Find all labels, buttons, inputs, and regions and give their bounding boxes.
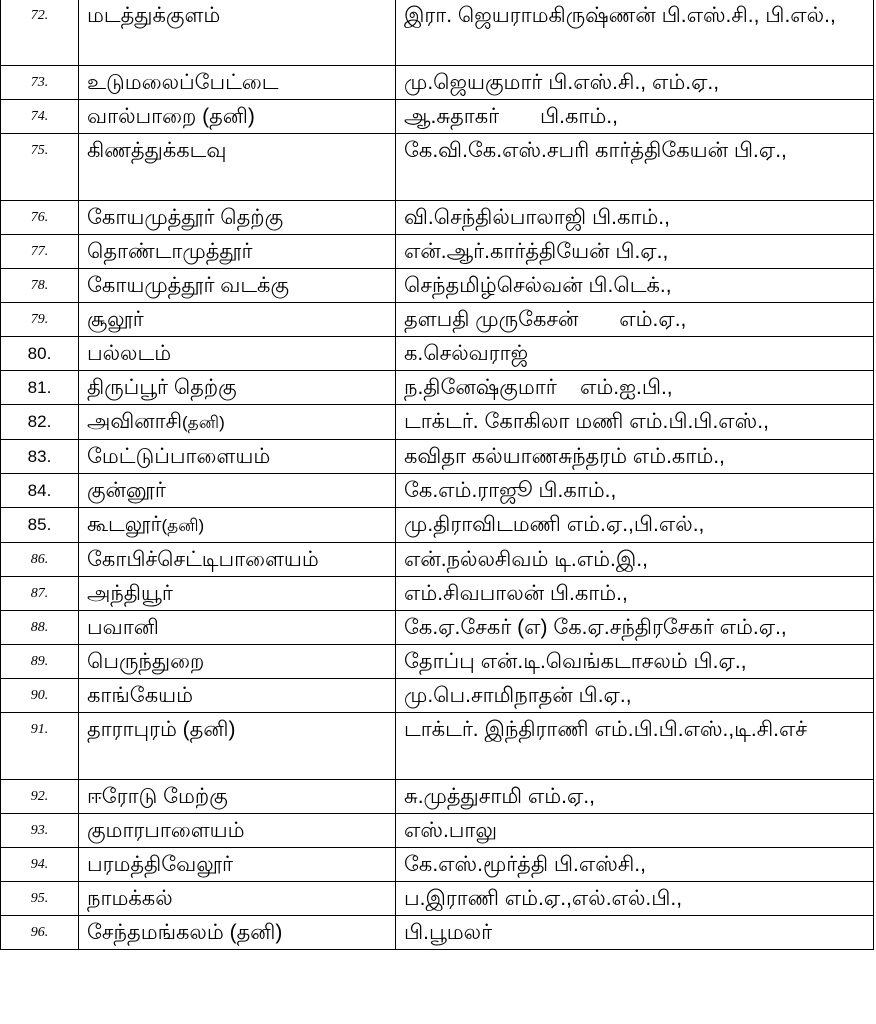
candidate-name: கே.ஏ.சேகர் (எ) கே.ஏ.சந்திரசேகர் எம்.ஏ., [396, 611, 874, 645]
candidate-name: கே.எஸ்.மூர்த்தி பி.எஸ்சி., [396, 848, 874, 882]
table-row [1, 882, 874, 916]
row-number: 89. [1, 645, 79, 679]
table-row [1, 0, 874, 66]
row-number: 91. [1, 713, 79, 780]
table-row [1, 66, 874, 100]
table-row [1, 916, 874, 950]
constituency-name: தொண்டாமுத்தூர் [87, 240, 253, 263]
constituency-name: நாமக்கல் [87, 887, 173, 910]
constituency-name: ஈரோடு மேற்கு [87, 785, 228, 808]
constituency-cell [79, 916, 396, 950]
candidate-name: கே.எம்.ராஜூ பி.காம்., [396, 474, 874, 508]
table-row [1, 679, 874, 713]
constituency-name: காங்கேயம் [87, 684, 194, 707]
table-row [1, 134, 874, 201]
constituency-name: சூலூர் [87, 308, 144, 331]
constituency-cell [79, 66, 396, 100]
table-row [1, 100, 874, 134]
constituency-name: பரமத்திவேலூர் [87, 853, 233, 876]
candidate-name: என்.ஆர்.கார்த்தியேன் பி.ஏ., [396, 235, 874, 269]
candidate-name: மு.பெ.சாமிநாதன் பி.ஏ., [396, 679, 874, 713]
table-row [1, 235, 874, 269]
row-number: 72. [1, 0, 79, 66]
row-number: 74. [1, 100, 79, 134]
candidate-name: மு.ஜெயகுமார் பி.எஸ்.சி., எம்.ஏ., [396, 66, 874, 100]
row-number: 78. [1, 269, 79, 303]
row-number: 83. [1, 440, 79, 474]
table-row [1, 201, 874, 235]
candidate-name: கே.வி.கே.எஸ்.சபரி கார்த்திகேயன் பி.ஏ., [396, 134, 874, 201]
constituency-cell [79, 508, 396, 543]
candidate-name: ப.இராணி எம்.ஏ.,எல்.எல்.பி., [396, 882, 874, 916]
table-row [1, 577, 874, 611]
constituency-name: கூடலூர் [87, 513, 162, 536]
constituency-name: தாராபுரம் (தனி) [87, 718, 236, 741]
candidate-name: கவிதா கல்யாணசுந்தரம் எம்.காம்., [396, 440, 874, 474]
table-row [1, 645, 874, 679]
table-row [1, 543, 874, 577]
row-number: 90. [1, 679, 79, 713]
table-row [1, 440, 874, 474]
constituency-cell [79, 134, 396, 201]
table-row [1, 474, 874, 508]
candidate-name: டாக்டர். கோகிலா மணி எம்.பி.பி.எஸ்., [396, 405, 874, 440]
candidate-name: எஸ்.பாலு [396, 814, 874, 848]
table-row [1, 848, 874, 882]
table-row [1, 508, 874, 543]
row-number: 88. [1, 611, 79, 645]
row-number: 84. [1, 474, 79, 508]
constituency-cell [79, 235, 396, 269]
constituency-name: சேந்தமங்கலம் (தனி) [87, 921, 283, 944]
candidate-name: சு.முத்துசாமி எம்.ஏ., [396, 780, 874, 814]
candidate-name: ஆ.சுதாகர் பி.காம்., [396, 100, 874, 134]
row-number: 81. [1, 371, 79, 405]
constituency-cell [79, 679, 396, 713]
constituency-cell [79, 405, 396, 440]
row-number: 77. [1, 235, 79, 269]
candidate-name: க.செல்வராஜ் [396, 337, 874, 371]
row-number: 96. [1, 916, 79, 950]
candidate-name: தோப்பு என்.டி.வெங்கடாசலம் பி.ஏ., [396, 645, 874, 679]
table-row [1, 713, 874, 780]
table-row [1, 405, 874, 440]
constituency-name: குமாரபாளையம் [87, 819, 245, 842]
constituency-cell [79, 371, 396, 405]
row-number: 73. [1, 66, 79, 100]
constituency-cell [79, 780, 396, 814]
constituency-name: அந்தியூர் [87, 582, 173, 605]
row-number: 79. [1, 303, 79, 337]
constituency-name: பல்லடம் [87, 342, 172, 365]
constituency-name: பவானி [87, 616, 159, 639]
row-number: 76. [1, 201, 79, 235]
constituency-name: திருப்பூர் தெற்கு [87, 376, 237, 399]
constituency-cell [79, 474, 396, 508]
constituency-cell [79, 269, 396, 303]
constituency-name: கோயமுத்தூர் தெற்கு [87, 206, 284, 229]
candidate-name: வி.செந்தில்பாலாஜி பி.காம்., [396, 201, 874, 235]
row-number: 75. [1, 134, 79, 201]
row-number: 94. [1, 848, 79, 882]
reserved-suffix: (தனி) [182, 413, 225, 432]
row-number: 86. [1, 543, 79, 577]
constituency-name: மடத்துக்குளம் [87, 4, 221, 27]
constituency-cell [79, 713, 396, 780]
constituency-name: அவினாசி [87, 410, 183, 433]
reserved-suffix: (தனி) [161, 516, 205, 535]
constituency-name: குன்னூர் [87, 479, 166, 502]
table-row [1, 611, 874, 645]
row-number: 82. [1, 405, 79, 440]
constituency-name: மேட்டுப்பாளையம் [87, 445, 271, 468]
row-number: 87. [1, 577, 79, 611]
constituency-cell [79, 440, 396, 474]
table-row [1, 371, 874, 405]
candidate-name: பி.பூமலர் [396, 916, 874, 950]
constituency-cell [79, 882, 396, 916]
table-row [1, 814, 874, 848]
constituency-cell [79, 337, 396, 371]
table-row [1, 337, 874, 371]
constituency-cell [79, 645, 396, 679]
candidate-name: என்.நல்லசிவம் டி.எம்.இ., [396, 543, 874, 577]
candidate-name: டாக்டர். இந்திராணி எம்.பி.பி.எஸ்.,டி.சி.எச் [396, 713, 874, 780]
table-row [1, 303, 874, 337]
constituency-name: கோயமுத்தூர் வடக்கு [87, 274, 290, 297]
candidate-name: செந்தமிழ்செல்வன் பி.டெக்., [396, 269, 874, 303]
table-row [1, 780, 874, 814]
candidate-table-body [1, 0, 874, 950]
row-number: 95. [1, 882, 79, 916]
row-number: 80. [1, 337, 79, 371]
constituency-cell [79, 577, 396, 611]
constituency-name: கிணத்துக்கடவு [87, 139, 227, 162]
constituency-cell [79, 0, 396, 66]
row-number: 92. [1, 780, 79, 814]
row-number: 93. [1, 814, 79, 848]
constituency-cell [79, 611, 396, 645]
constituency-cell [79, 848, 396, 882]
constituency-name: வால்பாறை (தனி) [87, 105, 255, 128]
candidate-name: இரா. ஜெயராமகிருஷ்ணன் பி.எஸ்.சி., பி.எல்., [396, 0, 874, 66]
candidate-name: ந.தினேஷ்குமார் எம்.ஐ.பி., [396, 371, 874, 405]
constituency-name: பெருந்துறை [87, 650, 205, 673]
constituency-cell [79, 814, 396, 848]
constituency-cell [79, 201, 396, 235]
candidate-name: தளபதி முருகேசன் எம்.ஏ., [396, 303, 874, 337]
constituency-name: கோபிச்செட்டிபாளையம் [87, 548, 319, 571]
constituency-cell [79, 543, 396, 577]
constituency-cell [79, 100, 396, 134]
row-number: 85. [1, 508, 79, 543]
constituency-name: உடுமலைப்பேட்டை [87, 71, 279, 94]
table-row [1, 269, 874, 303]
candidate-name: மு.திராவிடமணி எம்.ஏ.,பி.எல்., [396, 508, 874, 543]
candidate-name: எம்.சிவபாலன் பி.காம்., [396, 577, 874, 611]
constituency-cell [79, 303, 396, 337]
